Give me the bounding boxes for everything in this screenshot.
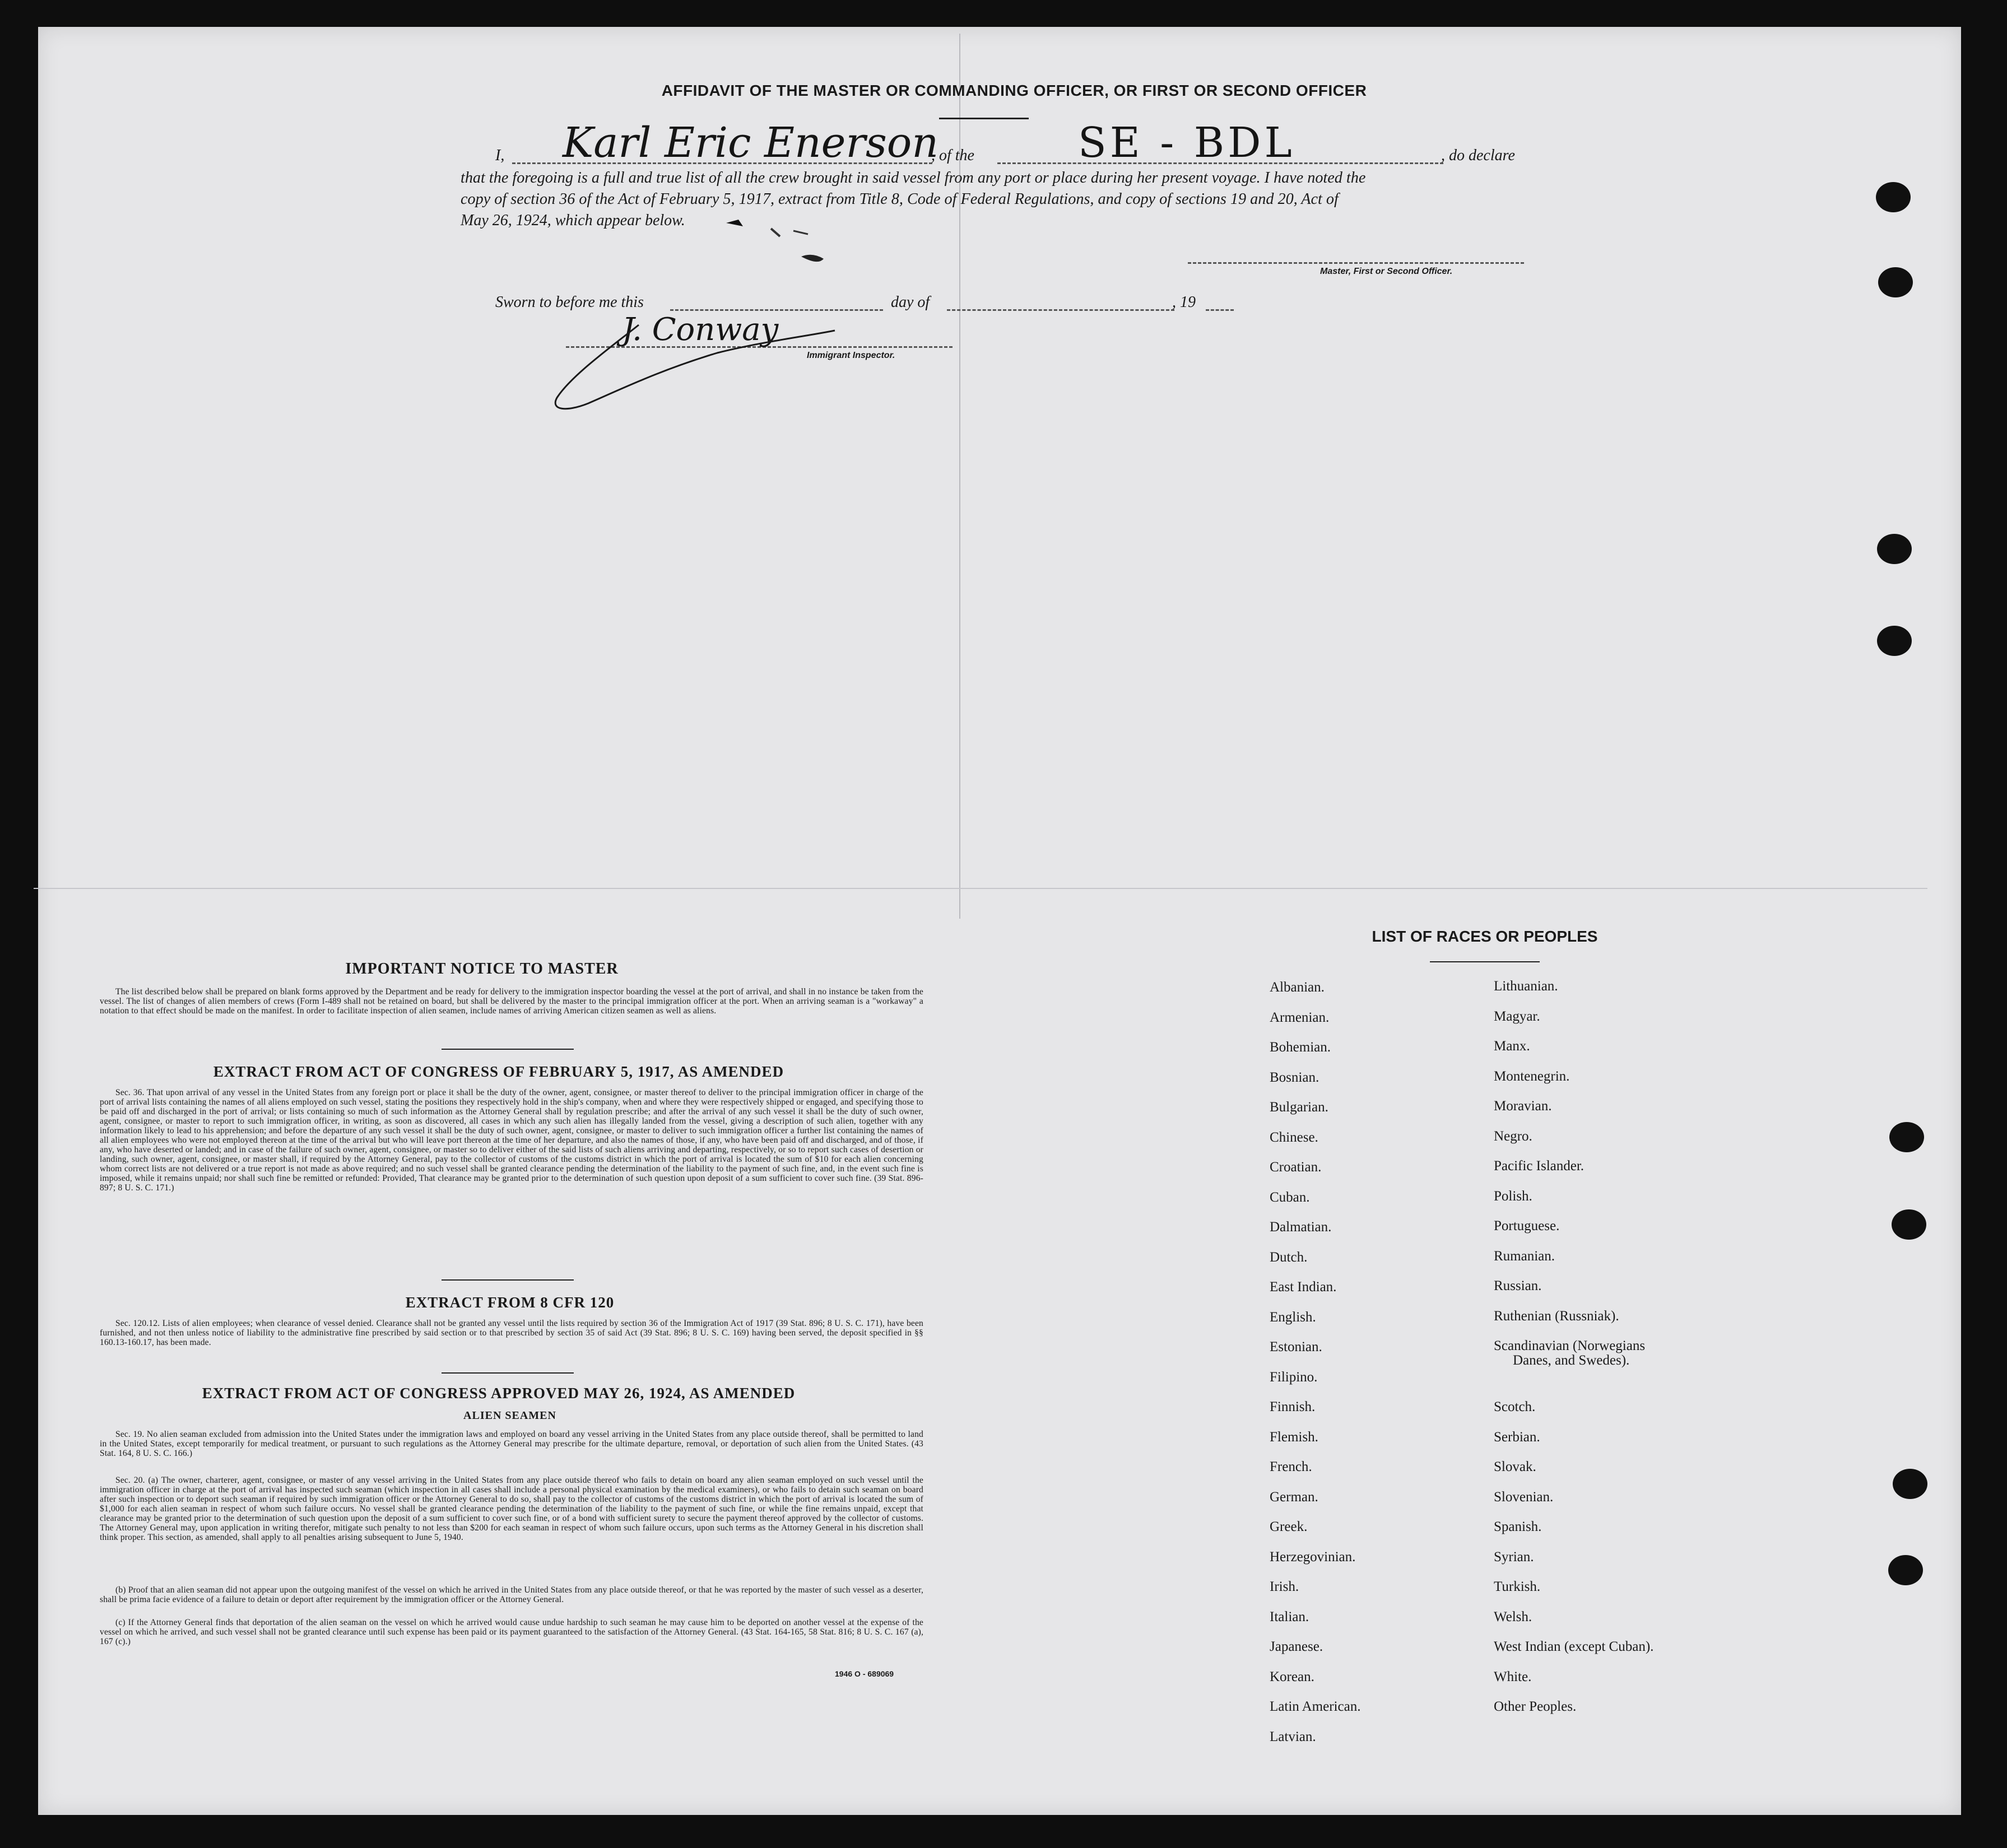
race-korean: Korean.	[1270, 1669, 1314, 1684]
affidavit-line-3: copy of section 36 of the Act of February 5, 1917, extract from Title 8, Code of Federal Regulations, and copy of sections 19 and 20, Act of	[461, 190, 1339, 208]
day-of-label: day of	[891, 294, 930, 311]
race-irish: Irish.	[1270, 1579, 1299, 1594]
race-bohemian: Bohemian.	[1270, 1040, 1331, 1055]
race-herzegovinian: Herzegovinian.	[1270, 1549, 1356, 1565]
extract-1917-body: Sec. 36. That upon arrival of any vessel in the United States from any foreign port or place it shall be the duty of the owner, agent, consignee, or master thereof to deliver to the principal immigration officer in charge of the port of arrival lists containing the names of all aliens employed on such vessel, stating the positions they respectively hold in the ship's company, when and where they were respectively shipped or engaged, and specifying those to be paid off and discharged in the port of arrival; or lists containing so much of such information as the Attorney General shall by regulation prescribe; and after the arrival of any such vessel it shall be the duty of such owner, agent, consignee, or master to report to such immigration officer, in writing, as soon as discovered, all cases in which any such alien has illegally landed from the vessel, giving a description of such alien, together with any information likely to lead to his apprehension; and before the departure of any such vessel it shall be the duty of such owner, agent, consignee, or master to deliver to such immigration officer a further list containing the names of all alien employees who were not employed thereon at the time of the arrival but who will leave port thereon at the time of her departure, and also the names of those, if any, who have been paid off and discharged, and of those, if any, who have deserted or landed; and in case of the failure of such owner, agent, consignee, or master so to deliver either of the said lists of such aliens arriving and departing, respectively, or so to report such cases of desertion or landing, such owner, agent, consignee, or master shall, if required by the Attorney General, pay to the collector of customs of the customs district in which the port of arrival is located the sum of $10 for each alien concerning whom correct lists are not delivered or a true report is not made as above required; and no such vessel shall be granted clearance pending the determination of the liability to the payment of such fine, and, in the event such fine is imposed, while it remains unpaid; nor shall such fine be remitted or refunded: Provided, That clearance may be granted prior to the determination of such question upon deposit of a sum sufficient to cover such fine. (39 Stat. 896-897; 8 U. S. C. 171.)	[100, 1088, 923, 1193]
extract-cfr-title: EXTRACT FROM 8 CFR 120	[405, 1294, 615, 1311]
master-caption: Master, First or Second Officer.	[1320, 267, 1453, 276]
race-slovenian: Slovenian.	[1494, 1489, 1554, 1505]
race-estonian: Estonian.	[1270, 1339, 1322, 1354]
affidavit-line-2: that the foregoing is a full and true list of all the crew brought in said vessel from any port or place during her present voyage. I have noted the	[461, 169, 1366, 187]
race-croatian: Croatian.	[1270, 1160, 1322, 1175]
race-chinese: Chinese.	[1270, 1130, 1318, 1145]
inspector-signature: J. Conway	[622, 311, 779, 348]
race-english: English.	[1270, 1310, 1316, 1325]
punch-hole-3	[1877, 534, 1912, 564]
race-lithuanian: Lithuanian.	[1494, 979, 1558, 994]
race-flemish: Flemish.	[1270, 1430, 1318, 1445]
sec-19-text: Sec. 19. No alien seaman excluded from admission into the United States under the immigration laws and employed on board any vessel arriving in the United States from any place outside thereof, shall be permitted to land in the United States, except temporarily for medical treatment, or pursuant to such regulations as the Attorney General may prescribe for the ultimate departure, removal, or deportation of such alien from the United States. (43 Stat. 164, 8 U. S. C. 166.)	[100, 1430, 923, 1458]
vertical-fold-line	[959, 34, 960, 919]
race-ruthenian: Ruthenian (Russniak).	[1494, 1309, 1619, 1324]
sworn-year-line	[1206, 309, 1234, 311]
race-latin-american: Latin American.	[1270, 1699, 1361, 1714]
notice-body: The list described below shall be prepared on blank forms approved by the Department and be ready for delivery to the immigration inspector boarding the vessel at the port of arrival, and shall in no instance be taken from the vessel. The list of changes of alien members of crews (Form I-489 shall not be retained on board, but shall be delivered by the master to the principal immigration officer at the port. When an arriving seaman is a "workaway" a notation to that effect should be made on the manifest. In order to facilitate inspection of alien seamen, include names of arriving American citizen seamen as well as aliens.	[100, 987, 923, 1016]
race-portuguese: Portuguese.	[1494, 1218, 1560, 1233]
punch-hole-8	[1888, 1555, 1923, 1585]
affidavit-title: AFFIDAVIT OF THE MASTER OR COMMANDING OFFICER, OR FIRST OR SECOND OFFICER	[661, 82, 1367, 99]
race-welsh: Welsh.	[1494, 1609, 1532, 1624]
race-other-peoples: Other Peoples.	[1494, 1699, 1577, 1714]
race-german: German.	[1270, 1489, 1318, 1505]
race-filipino: Filipino.	[1270, 1370, 1318, 1385]
race-bosnian: Bosnian.	[1270, 1070, 1320, 1085]
race-scandinavian: Scandinavian (Norwegians	[1494, 1338, 1646, 1353]
race-serbian: Serbian.	[1494, 1430, 1540, 1445]
race-albanian: Albanian.	[1270, 980, 1325, 995]
extract-cfr-rule	[442, 1372, 574, 1374]
race-latvian: Latvian.	[1270, 1729, 1316, 1744]
punch-hole-2	[1878, 267, 1913, 297]
race-negro: Negro.	[1494, 1129, 1532, 1144]
race-east-indian: East Indian.	[1270, 1279, 1337, 1295]
do-declare-label: , do declare	[1441, 147, 1515, 164]
extract-1924-subtitle: ALIEN SEAMEN	[463, 1409, 556, 1422]
sec-20b-text: (b) Proof that an alien seaman did not appear upon the outgoing manifest of the vessel on which he arrived in the United States from any place outside thereof, or that he was reported by the master of such vessel as a deserter, shall be prima facie evidence of a failure to detain or deport after requirement by the immigration officer or the Attorney General.	[100, 1585, 923, 1604]
punch-hole-6	[1892, 1209, 1926, 1240]
race-dutch: Dutch.	[1270, 1250, 1308, 1265]
punch-hole-1	[1876, 182, 1911, 212]
affidavit-line-4: May 26, 1924, which appear below.	[461, 212, 685, 229]
sec-20c-text: (c) If the Attorney General finds that deportation of the alien seaman on the vessel on which he arrived would cause undue hardship to such seaman he may cause him to be deported on another vessel at the expense of the vessel on which he arrived, and such vessel shall not be granted clearance until such expense has been paid or its payment guaranteed to the satisfaction of the Attorney General. (43 Stat. 164-165, 58 Stat. 816; 8 U. S. C. 167 (a), 167 (c).)	[100, 1618, 923, 1646]
year-prefix-label: , 19	[1172, 294, 1196, 311]
punch-hole-5	[1889, 1122, 1924, 1152]
sec-20a-text: Sec. 20. (a) The owner, charterer, agent, consignee, or master of any vessel arriving in the United States from any place outside thereof who fails to detain on board any alien seaman employed on such vessel until the immigration officer in charge at the port of arrival has inspected such seaman (which inspection in all cases shall include a personal physical examination by the medical examiners), or who fails to detain such seaman on board after such inspection or to deport such seaman if required by such immigration officer or the Attorney General to do so, shall pay to the collector of customs of the customs district in which the port of arrival is located the sum of $1,000 for each alien seaman in respect of whom such failure occurs. No vessel shall be granted clearance pending the determination of the liability to the payment of such fine, or while the fine remains unpaid, except that clearance may be granted prior to the determination of such question upon the deposit of a sum sufficient to cover such fine, or of a bond with sufficient surety to secure the payment thereof approved by the collector of customs. The Attorney General may, upon application in writing therefor, mitigate such penalty to not less than $200 for each seaman in respect of whom such failure occurs, upon such terms as the Attorney General in his discretion shall think proper. This section, as amended, shall apply to all penalties arising subsequent to June 5, 1940.	[100, 1475, 923, 1542]
affidavit-title-rule	[939, 118, 1029, 119]
sworn-month-line	[947, 309, 1174, 311]
race-magyar: Magyar.	[1494, 1009, 1540, 1024]
sworn-before-label: Sworn to before me this	[495, 294, 644, 311]
race-rumanian: Rumanian.	[1494, 1249, 1555, 1264]
race-armenian: Armenian.	[1270, 1010, 1330, 1025]
document-sheet	[38, 27, 1961, 1815]
race-french: French.	[1270, 1459, 1312, 1474]
notice-title: IMPORTANT NOTICE TO MASTER	[345, 960, 619, 977]
extract-1917-title: EXTRACT FROM ACT OF CONGRESS OF FEBRUARY 5, 1917, AS AMENDED	[213, 1063, 784, 1080]
race-slovak: Slovak.	[1494, 1459, 1536, 1474]
race-turkish: Turkish.	[1494, 1579, 1541, 1594]
race-greek: Greek.	[1270, 1519, 1308, 1534]
race-pacific-islander: Pacific Islander.	[1494, 1158, 1585, 1174]
race-cuban: Cuban.	[1270, 1190, 1310, 1205]
extract-1917-rule	[442, 1279, 574, 1281]
horizontal-fold-line	[34, 888, 1927, 889]
notice-rule	[442, 1049, 574, 1050]
vessel-handwritten: SE - BDL	[1078, 119, 1295, 167]
race-montenegrin: Montenegrin.	[1494, 1069, 1570, 1084]
race-russian: Russian.	[1494, 1278, 1542, 1293]
race-moravian: Moravian.	[1494, 1098, 1552, 1114]
race-west-indian: West Indian (except Cuban).	[1494, 1639, 1654, 1654]
punch-hole-4	[1877, 626, 1912, 656]
races-title-rule	[1430, 961, 1540, 962]
signature-flourish	[549, 314, 840, 420]
races-title: LIST OF RACES OR PEOPLES	[1372, 928, 1598, 945]
race-scandinavian-cont: Danes, and Swedes).	[1513, 1353, 1630, 1368]
race-manx: Manx.	[1494, 1039, 1530, 1054]
race-dalmatian: Dalmatian.	[1270, 1219, 1332, 1235]
punch-hole-7	[1893, 1469, 1927, 1499]
master-signature-line	[1188, 262, 1524, 264]
race-italian: Italian.	[1270, 1609, 1309, 1624]
of-the-label: , of the	[931, 147, 974, 164]
ink-smudge	[723, 212, 857, 273]
extract-cfr-body: Sec. 120.12. Lists of alien employees; when clearance of vessel denied. Clearance shall not be granted any vessel until the lists required by section 36 of the Immigration Act of 1917 (39 Stat. 896; 8 U. S. C. 171), have been furnished, and not then unless notice of liability to the administrative fine prescribed by said section or to that prescribed by section 35 of said Act (39 Stat. 896; 8 U. S. C. 169) having been served, the deposit specified in §§ 160.13-160.17, has been made.	[100, 1319, 923, 1347]
sworn-day-line	[670, 309, 883, 311]
race-japanese: Japanese.	[1270, 1639, 1323, 1654]
print-code: 1946 O - 689069	[835, 1669, 894, 1678]
race-scotch: Scotch.	[1494, 1399, 1536, 1414]
extract-1924-title: EXTRACT FROM ACT OF CONGRESS APPROVED MAY 26, 1924, AS AMENDED	[202, 1385, 796, 1402]
race-bulgarian: Bulgarian.	[1270, 1100, 1328, 1115]
race-spanish: Spanish.	[1494, 1519, 1542, 1534]
affidavit-prefix: I,	[495, 147, 505, 164]
officer-name-handwritten: Karl Eric Enerson	[563, 119, 939, 167]
inspector-caption: Immigrant Inspector.	[807, 351, 895, 360]
race-white: White.	[1494, 1669, 1532, 1684]
race-finnish: Finnish.	[1270, 1399, 1316, 1414]
race-syrian: Syrian.	[1494, 1549, 1534, 1565]
race-polish: Polish.	[1494, 1189, 1532, 1204]
